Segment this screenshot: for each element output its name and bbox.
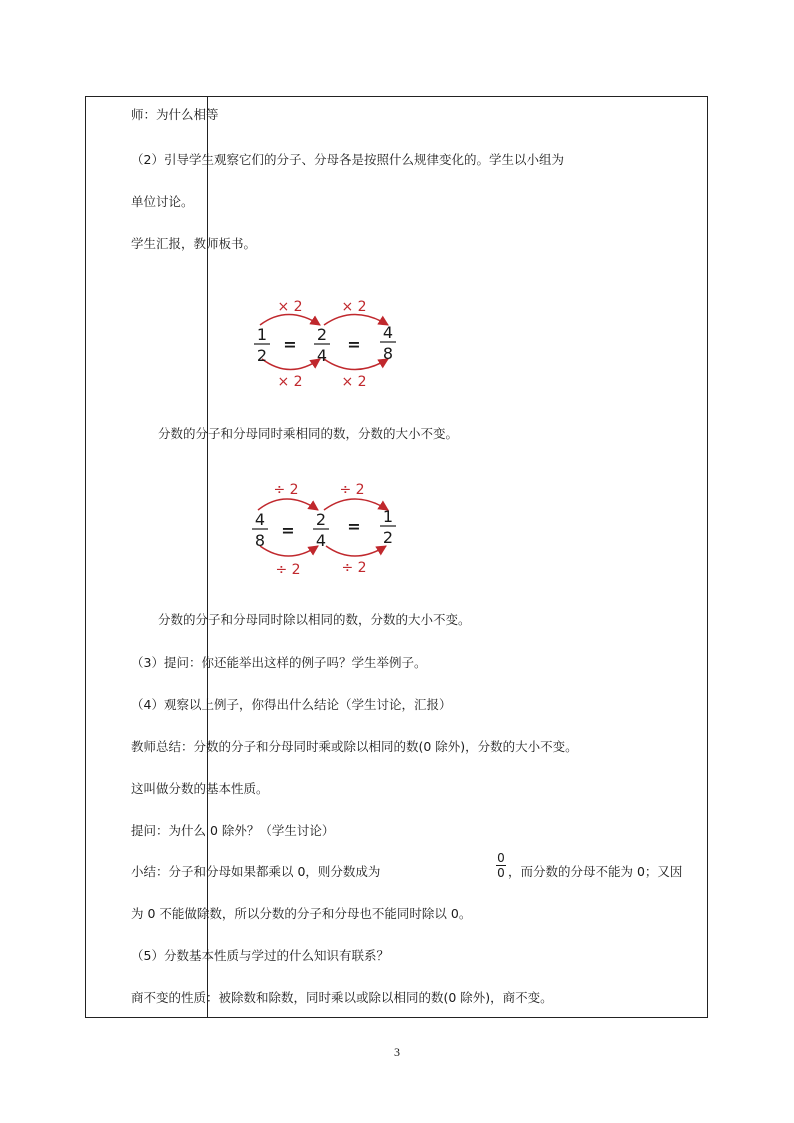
label-bottom-2: × 2 bbox=[341, 374, 367, 390]
text-line: 小结：分子和分母如果都乘以 0，则分数成为 bbox=[131, 864, 381, 879]
fraction-2-denominator: 4 bbox=[315, 531, 327, 550]
label-bottom-1: × 2 bbox=[277, 374, 303, 390]
label-bottom-1: ÷ 2 bbox=[275, 562, 301, 578]
arrow-bottom-1 bbox=[260, 546, 318, 556]
fraction-1-numerator: 4 bbox=[254, 510, 266, 529]
text-line: 这叫做分数的基本性质。 bbox=[131, 781, 269, 796]
fraction-1-denominator: 2 bbox=[256, 346, 268, 365]
fraction-3-numerator: 1 bbox=[382, 507, 394, 526]
label-top-1: × 2 bbox=[277, 299, 303, 315]
label-top-1: ÷ 2 bbox=[273, 482, 299, 498]
arrow-top-2 bbox=[324, 315, 388, 326]
fraction-3-denominator: 8 bbox=[382, 344, 394, 363]
fraction-1-denominator: 8 bbox=[254, 531, 266, 550]
equals-sign-1: = bbox=[283, 335, 297, 354]
text-line: 商不变的性质：被除数和除数，同时乘以或除以相同的数(0 除外)，商不变。 bbox=[131, 990, 553, 1005]
arrow-bottom-1 bbox=[262, 359, 320, 370]
page-number: 3 bbox=[394, 1045, 400, 1059]
multiply-diagram bbox=[240, 292, 410, 392]
text-line: ，而分数的分母不能为 0；又因 bbox=[508, 864, 683, 879]
text-line: 分数的分子和分母同时除以相同的数，分数的大小不变。 bbox=[158, 612, 471, 627]
fraction-3-denominator: 2 bbox=[382, 528, 394, 547]
text-line: 学生汇报，教师板书。 bbox=[131, 236, 257, 251]
arrow-top-1 bbox=[260, 315, 320, 326]
arrow-top-2 bbox=[324, 499, 388, 510]
arrow-bottom-2 bbox=[324, 359, 388, 370]
fraction-2-numerator: 2 bbox=[316, 325, 328, 344]
text-line: 为 0 不能做除数，所以分数的分子和分母也不能同时除以 0。 bbox=[131, 906, 472, 921]
text-line: 提问：为什么 0 除外？（学生讨论） bbox=[131, 823, 335, 838]
fraction-2-denominator: 4 bbox=[316, 346, 328, 365]
text-line: 单位讨论。 bbox=[131, 194, 194, 209]
equals-sign-1: = bbox=[281, 521, 295, 540]
text-line: （4）观察以上例子，你得出什么结论（学生讨论，汇报） bbox=[131, 697, 452, 712]
label-top-2: ÷ 2 bbox=[339, 482, 365, 498]
text-line: （5）分数基本性质与学过的什么知识有联系？ bbox=[131, 948, 389, 963]
zero-over-zero-fraction bbox=[496, 852, 506, 879]
fraction-numerator: 0 bbox=[497, 851, 505, 865]
divide-diagram bbox=[240, 474, 410, 578]
text-line: 师：为什么相等 bbox=[131, 107, 219, 122]
arrow-top-1 bbox=[258, 499, 318, 510]
fraction-denominator: 0 bbox=[497, 866, 505, 880]
text-line: 教师总结：分数的分子和分母同时乘或除以相同的数(0 除外)，分数的大小不变。 bbox=[131, 739, 578, 754]
text-line: （3）提问：你还能举出这样的例子吗？学生举例子。 bbox=[131, 655, 427, 670]
text-line: 分数的分子和分母同时乘相同的数，分数的大小不变。 bbox=[158, 426, 459, 441]
fraction-3-numerator: 4 bbox=[382, 323, 394, 342]
equals-sign-2: = bbox=[347, 335, 361, 354]
equals-sign-2: = bbox=[347, 517, 361, 536]
fraction-1-numerator: 1 bbox=[256, 325, 268, 344]
arrow-bottom-2 bbox=[326, 546, 386, 556]
label-bottom-2: ÷ 2 bbox=[341, 560, 367, 576]
fraction-2-numerator: 2 bbox=[315, 510, 327, 529]
text-line: （2）引导学生观察它们的分子、分母各是按照什么规律变化的。学生以小组为 bbox=[131, 152, 564, 167]
label-top-2: × 2 bbox=[341, 299, 367, 315]
